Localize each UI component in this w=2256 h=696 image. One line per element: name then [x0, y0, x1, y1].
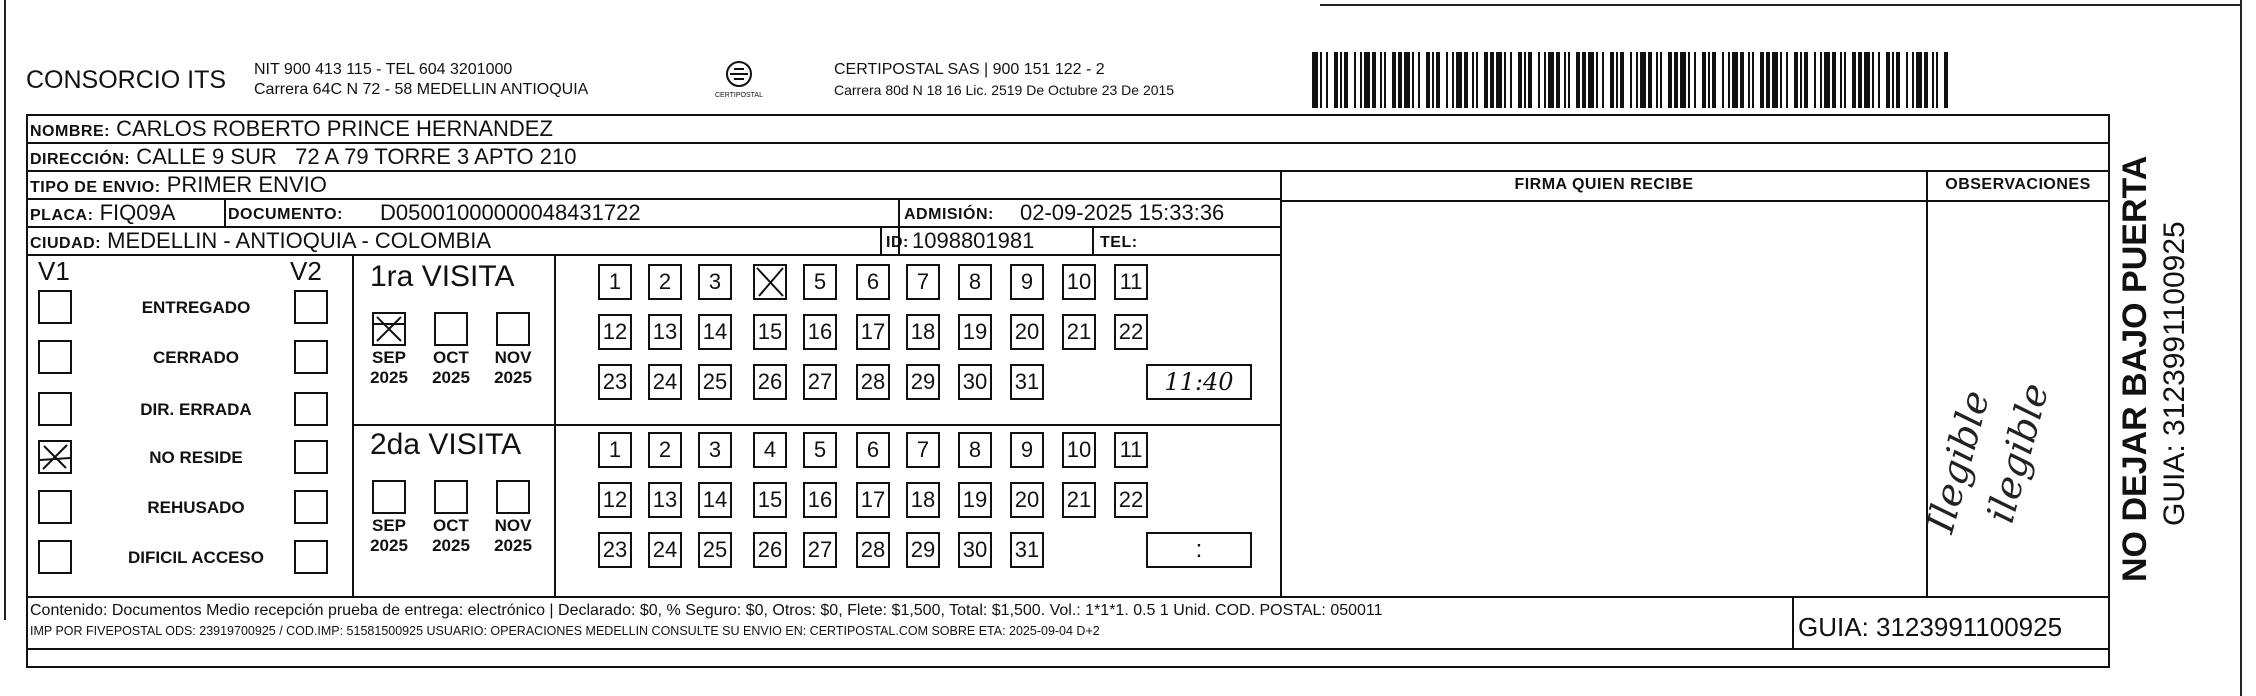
barcode-bar: [1932, 52, 1934, 108]
day-box[interactable]: 25: [698, 532, 732, 568]
nombre-label: NOMBRE:: [30, 123, 110, 140]
day-box[interactable]: 19: [958, 482, 992, 518]
day-box[interactable]: 1: [598, 432, 632, 468]
status-label: DIFICIL ACCESO: [127, 548, 264, 567]
courier-name: CERTIPOSTAL SAS | 900 151 122 - 2: [834, 61, 1105, 78]
barcode-bar: [1418, 52, 1420, 108]
barcode-bar: [1906, 52, 1908, 108]
day-box[interactable]: 16: [803, 314, 837, 350]
status-label: REHUSADO: [147, 498, 245, 517]
day-box[interactable]: 2: [648, 264, 682, 300]
month-checkbox[interactable]: [372, 480, 406, 514]
day-box[interactable]: 30: [958, 532, 992, 568]
barcode-bar: [1472, 52, 1474, 108]
day-box[interactable]: 22: [1114, 482, 1148, 518]
barcode-bar: [1446, 52, 1448, 108]
day-box[interactable]: 10: [1062, 432, 1096, 468]
courier-address: Carrera 80d N 18 16 Lic. 2519 De Octubre 23 De 2015: [834, 82, 1175, 98]
day-box[interactable]: 3: [698, 432, 732, 468]
day-box[interactable]: 25: [698, 364, 732, 400]
divider: [880, 228, 882, 256]
month-label: [488, 516, 538, 556]
barcode-bar: [1712, 52, 1716, 108]
observaciones-line-2: ilegible: [1978, 378, 2058, 528]
barcode-bar: [1694, 52, 1696, 108]
barcode-bar: [1794, 52, 1798, 108]
barcode-bar: [1752, 52, 1754, 108]
id-value: 1098801981: [912, 228, 1035, 253]
month-name: OCT: [433, 348, 469, 367]
ciudad-value: MEDELLIN - ANTIOQUIA - COLOMBIA: [107, 228, 492, 253]
barcode-bar: [1722, 52, 1724, 108]
day-box[interactable]: 18: [906, 482, 940, 518]
barcode-bar: [1824, 52, 1830, 108]
month-year: 2025: [432, 368, 470, 387]
barcode-bar: [1844, 52, 1846, 108]
logo-text: CERTIPOSTAL: [715, 92, 763, 99]
visit-title: 2da VISITA: [370, 428, 522, 461]
barcode-bar: [1804, 52, 1808, 108]
barcode-bar: [1674, 52, 1678, 108]
barcode-bar: [1334, 52, 1338, 108]
barcode-bar: [1412, 52, 1414, 108]
barcode-bar: [1640, 52, 1646, 108]
row-direccion: [28, 144, 2108, 172]
day-box[interactable]: 8: [958, 264, 992, 300]
day-box[interactable]: 7: [906, 264, 940, 300]
barcode-bar: [1656, 52, 1658, 108]
barcode-bar: [1432, 52, 1434, 108]
barcode-bar: [1886, 52, 1890, 108]
barcode-bar: [1630, 52, 1632, 108]
visit-time-box[interactable]: 11:40: [1146, 364, 1252, 400]
barcode-bar: [1772, 52, 1778, 108]
day-box[interactable]: 3: [698, 264, 732, 300]
barcode-bar: [1648, 52, 1652, 108]
divider: [224, 200, 226, 228]
barcode-bar: [1820, 52, 1822, 108]
top-edge-line: [1320, 4, 2240, 6]
left-edge-line: [4, 0, 6, 620]
day-box[interactable]: 9: [1010, 264, 1044, 300]
day-box[interactable]: 13: [648, 314, 682, 350]
barcode-bar: [1708, 52, 1710, 108]
month-label: [364, 516, 414, 556]
day-box[interactable]: 6: [856, 432, 890, 468]
day-box[interactable]: 9: [1010, 432, 1044, 468]
footer-top-border: [28, 596, 2108, 598]
barcode-bar: [1660, 52, 1662, 108]
barcode-bar: [1740, 52, 1744, 108]
courier-info: [834, 60, 1174, 100]
documento-value: D05001000000048431722: [380, 200, 641, 225]
day-box[interactable]: 11: [1114, 264, 1148, 300]
day-box[interactable]: 5: [803, 264, 837, 300]
day-box[interactable]: 16: [803, 482, 837, 518]
barcode-bar: [1760, 52, 1764, 108]
day-box[interactable]: 15: [753, 482, 787, 518]
day-box[interactable]: 26: [753, 532, 787, 568]
barcode-bar: [1312, 52, 1318, 108]
month-checkbox[interactable]: [496, 312, 530, 346]
barcode-bar: [1780, 52, 1782, 108]
day-box[interactable]: 28: [856, 364, 890, 400]
tel-label: TEL:: [1100, 234, 1138, 251]
barcode-bar: [1452, 52, 1454, 108]
barcode-bar: [1528, 52, 1532, 108]
day-box[interactable]: 7: [906, 432, 940, 468]
barcode-bar: [1564, 52, 1566, 108]
footer-guia: GUIA: 3123991100925: [1798, 612, 2063, 642]
tipo-envio-value: PRIMER ENVIO: [166, 172, 327, 197]
barcode-bar: [1620, 52, 1624, 108]
barcode-bar: [1398, 52, 1402, 108]
barcode-bar: [1636, 52, 1638, 108]
barcode-bar: [1548, 52, 1554, 108]
direccion-label: DIRECCIÓN:: [30, 151, 131, 168]
placa-label: PLACA:: [30, 207, 94, 224]
barcode-bar: [1936, 52, 1938, 108]
day-box[interactable]: 27: [803, 532, 837, 568]
v1-header: V1: [38, 256, 70, 286]
status-v1-checkbox[interactable]: [38, 392, 72, 426]
day-box[interactable]: 29: [906, 364, 940, 400]
month-checkbox[interactable]: [372, 312, 406, 346]
month-year: 2025: [370, 368, 408, 387]
status-label: DIR. ERRADA: [140, 400, 252, 419]
day-box[interactable]: 30: [958, 364, 992, 400]
day-box[interactable]: 26: [753, 364, 787, 400]
placa-value: FIQ09A: [99, 200, 176, 225]
day-box[interactable]: 17: [856, 482, 890, 518]
visit-title: 1ra VISITA: [370, 260, 515, 293]
barcode-bar: [1496, 52, 1502, 108]
barcode-bar: [1364, 52, 1370, 108]
admision-label: ADMISIÓN:: [904, 206, 994, 223]
barcode-bar: [1360, 52, 1362, 108]
day-check-mark: [755, 266, 785, 298]
barcode-bar: [1858, 52, 1862, 108]
v2-header: V2: [290, 256, 322, 286]
month-label: [426, 516, 476, 556]
row-nombre: [28, 116, 2108, 144]
day-box[interactable]: 23: [598, 532, 632, 568]
day-box[interactable]: 20: [1010, 314, 1044, 350]
status-divider: [352, 256, 354, 596]
month-name: SEP: [371, 348, 407, 367]
day-box[interactable]: 20: [1010, 482, 1044, 518]
day-box[interactable]: 23: [598, 364, 632, 400]
barcode-bar: [1912, 52, 1914, 108]
barcode-bar: [1668, 52, 1672, 108]
admision-value: 02-09-2025 15:33:36: [1020, 200, 1225, 225]
barcode-bar: [1872, 52, 1874, 108]
footer-bottom-border: [28, 648, 2108, 650]
observaciones-header: OBSERVACIONES: [1945, 176, 2091, 193]
right-edge-line: [2240, 0, 2242, 696]
day-box[interactable]: 6: [856, 264, 890, 300]
company-nit: NIT 900 413 115 - TEL 604 3201000: [254, 61, 513, 78]
status-v1-checkbox[interactable]: [38, 540, 72, 574]
status-v2-checkbox[interactable]: [294, 540, 328, 574]
barcode-bar: [1344, 52, 1348, 108]
status-label: ENTREGADO: [141, 298, 251, 317]
status-label: CERRADO: [153, 348, 239, 367]
barcode-bar: [1832, 52, 1836, 108]
status-v2-checkbox[interactable]: [294, 392, 328, 426]
delivery-form: [26, 114, 2110, 668]
barcode-bar: [1748, 52, 1750, 108]
month-name: OCT: [433, 516, 469, 535]
id-label: ID:: [886, 234, 909, 251]
barcode-bar: [1616, 52, 1618, 108]
barcode-bar: [1766, 52, 1770, 108]
month-name: SEP: [371, 516, 407, 535]
day-box[interactable]: 1: [598, 264, 632, 300]
month-year: 2025: [432, 536, 470, 555]
day-box[interactable]: 14: [698, 482, 732, 518]
footer-contenido: Contenido: Documentos Medio recepción prueba de entrega: electrónico | Declarado: $0, % Seguro: $0, Otros: $0, Flete: $1,500, Total: $1,500. Vol.: 1*1*1. 0.5 1 Unid. COD. POSTAL: 050011: [30, 602, 1383, 619]
status-label: NO RESIDE: [149, 448, 243, 467]
barcode-bar: [1372, 52, 1376, 108]
barcode-bar: [1504, 52, 1506, 108]
status-v2-checkbox[interactable]: [294, 290, 328, 324]
day-box[interactable]: 12: [598, 482, 632, 518]
barcode-bar: [1392, 52, 1396, 108]
barcode-bar: [1786, 52, 1788, 108]
footer-imp: IMP POR FIVEPOSTAL ODS: 23919700925 / COD.IMP: 51581500925 USUARIO: OPERACIONES MEDELLIN CONSULTE SU ENVIO EN: CERTIPOSTAL.COM SOBRE ETA: 2025-09-04 D+2: [30, 624, 1100, 638]
visit-divider: [554, 256, 556, 596]
direccion-value: CALLE 9 SUR 72 A 79 TORRE 3 APTO 210: [136, 144, 577, 169]
status-v1-checkbox[interactable]: [38, 290, 72, 324]
barcode-bar: [1404, 52, 1410, 108]
barcode-bar: [1896, 52, 1900, 108]
status-v1-checkbox[interactable]: [38, 490, 72, 524]
barcode-bar: [1436, 52, 1440, 108]
barcode-bar: [1840, 52, 1842, 108]
day-box[interactable]: 10: [1062, 264, 1096, 300]
documento-label: DOCUMENTO:: [228, 206, 343, 223]
visit-time-box[interactable]: :: [1146, 532, 1252, 568]
barcode-bar: [1892, 52, 1894, 108]
status-v2-checkbox[interactable]: [294, 440, 328, 474]
tipo-envio-label: TIPO DE ENVIO:: [30, 179, 161, 196]
barcode-bar: [1464, 52, 1468, 108]
barcode-bar: [1702, 52, 1706, 108]
day-box[interactable]: 4: [753, 432, 787, 468]
barcode-bar: [1484, 52, 1488, 108]
barcode-bar: [1476, 52, 1478, 108]
barcode-bar: [1326, 52, 1328, 108]
barcode-bar: [1426, 52, 1430, 108]
day-box[interactable]: 28: [856, 532, 890, 568]
company-info: [254, 60, 588, 100]
barcode-bar: [1518, 52, 1522, 108]
status-v1-checkbox[interactable]: [38, 440, 72, 474]
month-checkbox[interactable]: [434, 312, 468, 346]
day-box[interactable]: 31: [1010, 364, 1044, 400]
barcode-bar: [1688, 52, 1690, 108]
barcode-bar: [1588, 52, 1594, 108]
barcode-bar: [1944, 52, 1948, 108]
barcode-bar: [1852, 52, 1856, 108]
day-box[interactable]: 27: [803, 364, 837, 400]
day-box[interactable]: 11: [1114, 432, 1148, 468]
month-checkbox[interactable]: [434, 480, 468, 514]
barcode-bar: [1864, 52, 1870, 108]
ciudad-label: CIUDAD:: [30, 235, 102, 252]
barcode-bar: [1320, 52, 1322, 108]
day-box[interactable]: 31: [1010, 532, 1044, 568]
day-box[interactable]: 21: [1062, 482, 1096, 518]
day-box[interactable]: 24: [648, 364, 682, 400]
barcode-bar: [1728, 52, 1730, 108]
barcode-bar: [1340, 52, 1342, 108]
nombre-value: CARLOS ROBERTO PRINCE HERNANDEZ: [116, 116, 553, 141]
side-warning: NO DEJAR BAJO PUERTA: [2116, 155, 2154, 582]
barcode-bar: [1568, 52, 1570, 108]
day-box[interactable]: 19: [958, 314, 992, 350]
barcode-bar: [1538, 52, 1540, 108]
visit-separator: [354, 424, 1280, 426]
barcode-bar: [1384, 52, 1386, 108]
month-year: 2025: [494, 368, 532, 387]
barcode-bar: [1576, 52, 1580, 108]
month-label: [488, 348, 538, 388]
month-label: [364, 348, 414, 388]
barcode-bar: [1596, 52, 1598, 108]
barcode-bar: [1814, 52, 1816, 108]
status-v2-checkbox[interactable]: [294, 490, 328, 524]
barcode-bar: [1380, 52, 1382, 108]
observaciones-column-border: [1926, 172, 1928, 596]
company-address: Carrera 64C N 72 - 58 MEDELLIN ANTIOQUIA: [254, 81, 589, 98]
day-box[interactable]: 15: [753, 314, 787, 350]
observaciones-line-1: Ilegible: [1918, 385, 1999, 538]
day-box[interactable]: 24: [648, 532, 682, 568]
day-box[interactable]: 14: [698, 314, 732, 350]
month-year: 2025: [370, 536, 408, 555]
month-year: 2025: [494, 536, 532, 555]
barcode-bar: [1610, 52, 1614, 108]
day-box[interactable]: 13: [648, 482, 682, 518]
status-v1-checkbox[interactable]: [38, 340, 72, 374]
divider: [1092, 228, 1094, 256]
day-box[interactable]: 22: [1114, 314, 1148, 350]
day-box[interactable]: 21: [1062, 314, 1096, 350]
barcode-bar: [1354, 52, 1356, 108]
barcode-bar: [1878, 52, 1880, 108]
month-label: [426, 348, 476, 388]
barcode-bar: [1490, 52, 1494, 108]
barcode-bar: [1582, 52, 1586, 108]
day-box[interactable]: 12: [598, 314, 632, 350]
barcode-bar: [1510, 52, 1512, 108]
barcode-bar: [1524, 52, 1526, 108]
barcode-bar: [1544, 52, 1546, 108]
barcode-bar: [1456, 52, 1462, 108]
side-guia: GUIA: 3123991100925: [2158, 221, 2191, 526]
barcode-bar: [1680, 52, 1686, 108]
firma-header: FIRMA QUIEN RECIBE: [1514, 176, 1694, 193]
barcode-bar: [1800, 52, 1802, 108]
month-checkbox[interactable]: [496, 480, 530, 514]
day-box[interactable]: 29: [906, 532, 940, 568]
row-tipo-envio: [28, 172, 1280, 200]
barcode: [1312, 52, 1952, 108]
company-name: CONSORCIO ITS: [26, 66, 227, 94]
divider: [1280, 200, 2108, 202]
month-name: NOV: [494, 348, 532, 367]
month-name: NOV: [494, 516, 532, 535]
day-box[interactable]: 8: [958, 432, 992, 468]
day-box[interactable]: 18: [906, 314, 940, 350]
barcode-bar: [1916, 52, 1922, 108]
barcode-bar: [1556, 52, 1560, 108]
barcode-bar: [1732, 52, 1738, 108]
day-box-checked[interactable]: [753, 264, 787, 300]
certipostal-logo: [706, 56, 772, 108]
day-box[interactable]: 5: [803, 432, 837, 468]
status-v2-checkbox[interactable]: [294, 340, 328, 374]
barcode-bar: [1602, 52, 1604, 108]
barcode-bar: [1924, 52, 1928, 108]
day-box[interactable]: 17: [856, 314, 890, 350]
row-placa: [28, 200, 1280, 228]
firma-column-border: [1280, 172, 1282, 596]
divider: [1792, 596, 1794, 648]
day-box[interactable]: 2: [648, 432, 682, 468]
